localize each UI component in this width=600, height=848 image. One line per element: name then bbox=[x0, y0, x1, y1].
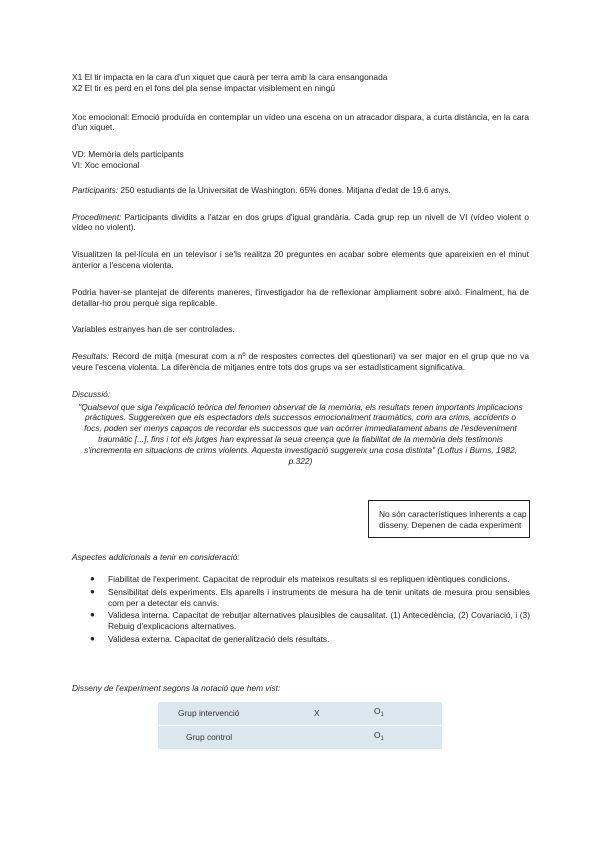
aspect-text: Validesa interna. Capacitat de rebutjar alternatives plausibles de causalitat. (1) Antecedència, (2) Covariació, i (3) Rebuig d'explicacions alternatives. bbox=[108, 610, 530, 632]
aspects-heading: Aspectes addicionals a tenir en consideració: bbox=[72, 552, 240, 562]
bullet-icon: ● bbox=[90, 633, 95, 643]
list-item bbox=[72, 610, 530, 632]
procedure-text: Participants dividits a l'atzar en dos grups d'igual grandària. Cada grup rep un nivell de VI (vídeo violent o vídeo no violent). bbox=[72, 211, 529, 233]
results-label: Resultats: bbox=[72, 351, 110, 362]
list-item bbox=[72, 587, 530, 609]
treatment-cell: X bbox=[314, 702, 374, 726]
observation-symbol: O bbox=[374, 706, 381, 717]
extraneous-variables-paragraph: Variables estranyes han de ser controlades. bbox=[72, 324, 235, 335]
design-heading: Disseny de l'experiment segons la notació que hem vist: bbox=[72, 683, 281, 693]
note-box: No són característiques inherents a cap disseny. Depenen de cada experiment bbox=[368, 500, 530, 538]
observation-cell bbox=[374, 702, 442, 726]
observation-cell bbox=[374, 726, 442, 750]
design-table bbox=[158, 702, 442, 749]
bullet-icon: ● bbox=[90, 586, 95, 596]
xoc-definition: Xoc emocional: Emoció produïda en contemplar un vídeo una escena on un atracador dispara, a curta distància, en la cara d'un xiquet. bbox=[72, 111, 529, 133]
list-item bbox=[72, 574, 530, 585]
aspects-list bbox=[72, 574, 530, 647]
procedure-paragraph bbox=[72, 212, 529, 234]
document-body bbox=[72, 72, 529, 466]
variables bbox=[72, 149, 529, 171]
procedure-label: Procediment: bbox=[72, 211, 122, 222]
observation-subscript: 1 bbox=[380, 712, 384, 719]
participants-text: 250 estudiants de la Universitat de Washington. 65% dones. Mitjana d'edat de 19.6 anys. bbox=[118, 184, 451, 195]
table-row bbox=[158, 726, 442, 750]
aspect-text: Fiabilitat de l'experiment. Capacitat de reproduir els mateixos resultats si es repliquen idèntiques condicions. bbox=[108, 574, 510, 584]
group-cell: Grup control bbox=[186, 732, 233, 743]
dependent-variable: VD: Memòria dels participants bbox=[72, 149, 184, 160]
hypothesis-x1: X1 El tir impacta en la cara d'un xiquet que caurà per terra amb la cara ensangonada bbox=[72, 72, 388, 82]
discussion-section bbox=[72, 389, 529, 467]
aspect-text: Validesa externa. Capacitat de generalització dels resultats. bbox=[108, 633, 330, 644]
discussion-label: Discussió: bbox=[72, 388, 111, 399]
observation-subscript: 1 bbox=[380, 736, 384, 743]
participants-label: Participants: bbox=[72, 184, 119, 195]
group-cell: Grup intervenció bbox=[158, 702, 314, 726]
aspect-text: Sensibilitat dels experiments. Els aparells i instruments de mesura ha de tenir unitats de mesura prou sensibles com per a detectar els canvis. bbox=[108, 586, 530, 608]
observation-symbol: O bbox=[374, 730, 381, 741]
bullet-icon: ● bbox=[90, 574, 95, 583]
table-row bbox=[158, 702, 442, 726]
discussion-quote: "Qualsevol que siga l'explicació teòrica del fenomen observat de la memòria, els resultats tenen importants implicacions pràctiques. Suggereixen que els espectadors dels successos emocionalment traumàtics, com ara crims, accidents o focs, poden ser menys capaços de recordar els successos que van ocórrer immediatament abans de l'esdeveniment traumàtic [...], fins i tot els jutges han expressat la seua creença que la fiabilitat de la memòria dels testimonis s'incrementa en situacions de crims violents. Aquesta investigació suggereix una cosa distinta" (Loftus i Burns, 1982, p.322) bbox=[78, 401, 523, 466]
list-item bbox=[72, 634, 530, 645]
bullet-icon: ● bbox=[90, 610, 95, 620]
treatment-cell bbox=[314, 726, 374, 750]
visualization-paragraph: Visualitzen la pel·lícula en un televisor i se'ls realitza 20 preguntes en acabar sobre elements que apareixien en el minut anterior a l'escena violenta. bbox=[72, 249, 529, 270]
design-reflection-paragraph: Podria haver-se plantejat de diferents maneres, l'investigador ha de reflexionar àmpliament sobre això. Finalment, ha de detallar-ho prou perquè siga replicable. bbox=[72, 286, 529, 308]
independent-variable: VI: Xoc emocional bbox=[72, 159, 140, 170]
results-text: Record de mitjà (mesurat com a nº de respostes correctes del qüestionari) va ser major en el grup que no va veure l'escena violenta. La diferència de mitjanes entre tots dos grups va ser estadísticament significativa. bbox=[72, 351, 529, 372]
results-paragraph bbox=[72, 351, 529, 373]
hypotheses bbox=[72, 72, 529, 94]
participants-paragraph bbox=[72, 185, 529, 196]
hypothesis-x2: X2 El tir es perd en el fons del pla sense impactar visiblement en ningú bbox=[72, 82, 336, 93]
